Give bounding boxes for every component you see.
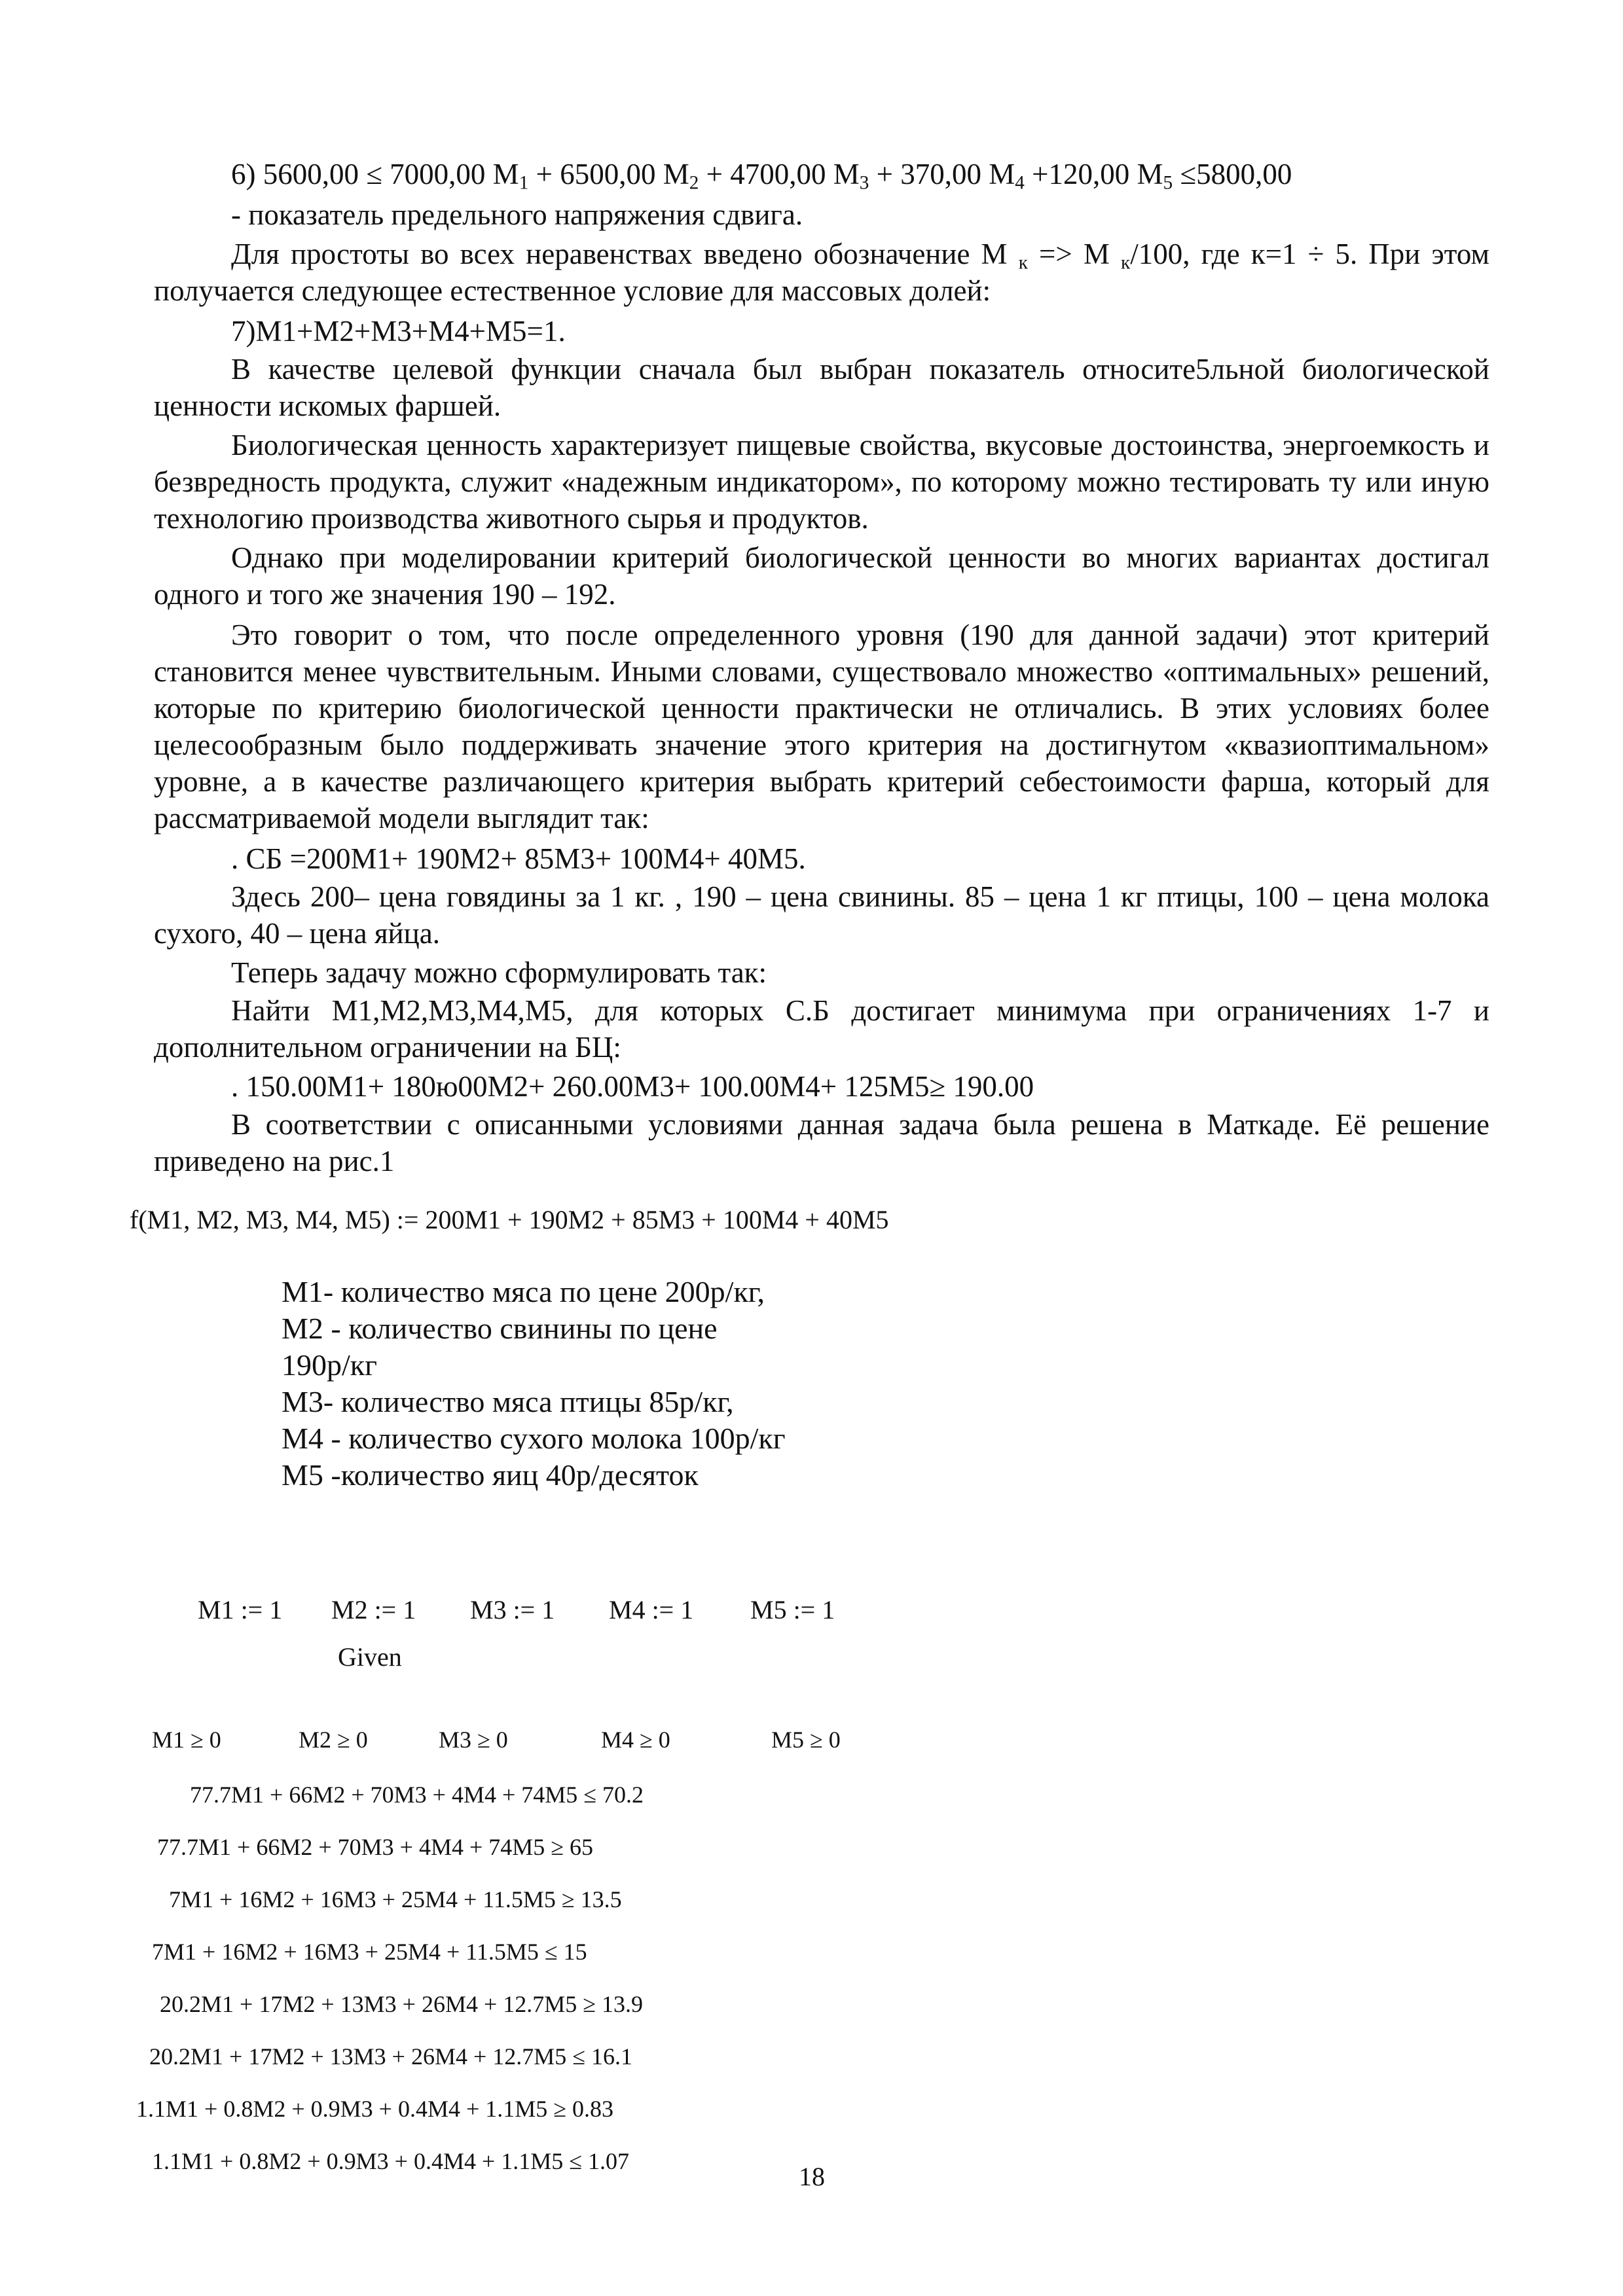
constraint-row: 77.7M1 + 66M2 + 70M3 + 4M4 + 74M5 ≤ 70.2 bbox=[190, 1782, 644, 1808]
inequality-6: 6) 5600,00 ≤ 7000,00 $M_1 + 6500,00$ $M_2 + 4700,00$ $M_3 + 370,00$ $M_4 +120,00$ $M_5 \le 5800,00$ bbox=[231, 158, 1292, 194]
paragraph-formulation: Теперь задачу можно сформулировать так: bbox=[231, 956, 767, 989]
paragraph-objective: В качестве целевой функции сначала был выбран показатель относите5льной биологической ценности искомых фаршей. bbox=[154, 353, 1489, 422]
constraint-row: 1.1M1 + 0.8M2 + 0.9M3 + 0.4M4 + 1.1M5 ≤ 1.07 bbox=[152, 2148, 630, 2174]
variable-description-m2: М2 - количество свинины по цене bbox=[282, 1312, 718, 1345]
variable-description-m3: М3- количество мяса птицы 85р/кг, bbox=[282, 1385, 734, 1418]
paragraph-task: Найти М1,М2,М3,М4,М5, для которых С.Б достигает минимума при ограничениях 1-7 и дополнительном ограничении на БЦ: bbox=[154, 994, 1489, 1064]
nonneg-m4: M4 ≥ 0 bbox=[601, 1727, 670, 1753]
nonneg-m1: M1 ≥ 0 bbox=[152, 1727, 221, 1753]
mathcad-given-keyword: Given bbox=[338, 1642, 402, 1672]
paragraph-notation: Для простоты во всех неравенствах введено обозначение M $_к$ => M $_к$/100, где к=1 ÷ 5. При этом получается следующее естественное условие для массовых долей: bbox=[154, 238, 1489, 307]
variable-description-m2-price: 190р/кг bbox=[282, 1348, 377, 1382]
constraint-7: 7)М1+М2+М3+М4+М5=1. bbox=[231, 315, 566, 348]
nonneg-m5: M5 ≥ 0 bbox=[771, 1727, 841, 1753]
paragraph-prices: Здесь 200– цена говядины за 1 кг. , 190 – цена свинины. 85 – цена 1 кг птицы, 100 – цена молока сухого, 40 – цена яйца. bbox=[154, 880, 1489, 950]
nonneg-m3: M3 ≥ 0 bbox=[439, 1727, 508, 1753]
page-number: 18 bbox=[799, 2162, 825, 2191]
constraint-row: 1.1M1 + 0.8M2 + 0.9M3 + 0.4M4 + 1.1M5 ≥ 0.83 bbox=[136, 2096, 614, 2122]
variable-description-m4: М4 - количество сухого молока 100р/кг bbox=[282, 1422, 786, 1455]
paragraph-criterion: Это говорит о том, что после определенного уровня (190 для данной задачи) этот критерий становится менее чувствительным. Иными словами, существовало множество «оптимальных» решений, которые по критерию биологической ценности практически не отличались. В этих условиях более целесообразным было поддерживать значение этого критерия на достигнутом «квазиоптимальном» уровне, а в качестве различающего критерия выбрать критерий себестоимости фарша, который для рассматриваемой модели выглядит так: bbox=[154, 619, 1489, 834]
variable-description-m5: М5 -количество яиц 40р/десяток bbox=[282, 1458, 699, 1492]
constraint-row: 77.7M1 + 66M2 + 70M3 + 4M4 + 74M5 ≥ 65 bbox=[157, 1834, 594, 1860]
bc-constraint-formula: . 150.00М1+ 180ю00М2+ 260.00М3+ 100.00М4+ 125М5≥ 190.00 bbox=[231, 1070, 1034, 1103]
paragraph-solution: В соответствии с описанными условиями данная задача была решена в Маткаде. Её решение приведено на рис.1 bbox=[154, 1108, 1489, 1177]
nonneg-m2: M2 ≥ 0 bbox=[299, 1727, 368, 1753]
paragraph-modeling: Однако при моделировании критерий биологической ценности во многих вариантах достигал одного и того же значения 190 – 192. bbox=[154, 541, 1489, 611]
constraint-row: 20.2M1 + 17M2 + 13M3 + 26M4 + 12.7M5 ≥ 13.9 bbox=[160, 1991, 644, 2017]
shear-stress-note: - показатель предельного напряжения сдвига. bbox=[231, 198, 803, 231]
variable-description-m1: М1- количество мяса по цене 200р/кг, bbox=[282, 1275, 765, 1308]
constraint-row: 20.2M1 + 17M2 + 13M3 + 26M4 + 12.7M5 ≤ 16.1 bbox=[149, 2043, 633, 2070]
assignment-m2: M2 := 1 bbox=[331, 1595, 416, 1624]
constraint-row: 7M1 + 16M2 + 16M3 + 25M4 + 11.5M5 ≤ 15 bbox=[152, 1939, 587, 1965]
assignment-m3: M3 := 1 bbox=[470, 1595, 555, 1624]
cost-formula: . СБ =200М1+ 190М2+ 85М3+ 100М4+ 40М5. bbox=[231, 842, 806, 875]
assignment-m1: M1 := 1 bbox=[198, 1595, 283, 1624]
assignment-m4: M4 := 1 bbox=[609, 1595, 694, 1624]
paragraph-biological-value: Биологическая ценность характеризует пищевые свойства, вкусовые достоинства, энергоемкость и безвредность продукта, служит «надежным индикатором», по которому можно тестировать ту или иную технологию производства животного сырья и продуктов. bbox=[154, 429, 1489, 535]
constraint-row: 7M1 + 16M2 + 16M3 + 25M4 + 11.5M5 ≥ 13.5 bbox=[169, 1886, 622, 1912]
mathcad-function-definition: f(M1, M2, M3, M4, M5) := 200M1 + 190M2 + 85M3 + 100M4 + 40M5 bbox=[130, 1205, 889, 1234]
assignment-m5: M5 := 1 bbox=[750, 1595, 835, 1624]
